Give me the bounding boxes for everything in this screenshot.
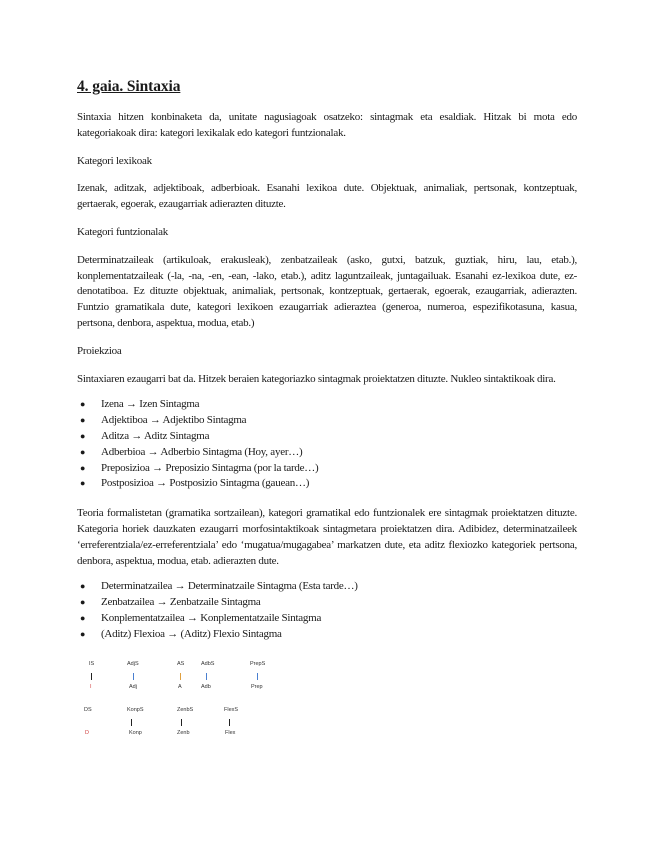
tree-node-adjs: AdjS: [127, 661, 139, 667]
page-title: 4. gaia. Sintaxia: [77, 78, 181, 95]
tree-node-flexs: FlexS: [224, 707, 239, 713]
tree-node-a: A: [178, 684, 182, 690]
intro-paragraph: Sintaxia hitzen konbinaketa da, unitate nagusiagoak osatzeko: sintagmak eta esaldiak. Hitzak bi mota edo kategoriakoak dira: kategori lexikalak edo kategori funtzionalak.: [77, 111, 577, 139]
list-item: ● Zenbatzailea → Zenbatzaile Sintagma: [77, 595, 577, 611]
tree-node-konps: KonpS: [127, 707, 144, 713]
list-item: ● Postposizioa → Postposizio Sintagma (gauean…): [77, 476, 577, 492]
list-item: ● Izena → Izen Sintagma: [77, 397, 577, 413]
tree-node-preps: PrepS: [250, 661, 266, 667]
tree-node-zenb: Zenb: [177, 730, 190, 736]
list-item: ● Adberbioa → Adberbio Sintagma (Hoy, ayer…): [77, 445, 577, 461]
tree-node-i: I: [90, 684, 92, 690]
tree-node-prep: Prep: [251, 684, 263, 690]
projection-paragraph: Sintaxiaren ezaugarri bat da. Hitzek beraien kategoriazko sintagmak proiektatzen dituzte. Nukleo sintaktikoak dira.: [77, 372, 556, 385]
list-item: ● Aditza → Aditz Sintagma: [77, 429, 577, 445]
list-item: ● Preposizioa → Preposizio Sintagma (por la tarde…): [77, 461, 577, 477]
tree-node-flex: Flex: [225, 730, 236, 736]
tree-node-adb: Adb: [201, 684, 211, 690]
tree-branch: [229, 719, 230, 726]
projection-heading: Proiekzioa: [77, 344, 122, 357]
functional-paragraph: Determinatzaileak (artikuloak, erakusleak), zenbatzaileak (asko, gutxi, batzuk, guztiak, hiru, lau, etab.), konplementatzaileak (-la, -na, -en, -ean, -lako, etab.), aditz laguntzaileak, juntagailuak. Esanahi ez-lexikoa dute, ez-denotatiboa. Ez dituzte objektuak, animaliak, pertsonak, kontzeptuak, gertaerak, egoerak, ezaugarriak, adierazten. Funtzio gramatikala dute, kategori lexikoen ezaugarriak adieraztea (generoa, numeroa, espezifikotasuna, kasua, pertsona, denbora, aspektua, modua, etab.): [77, 253, 577, 329]
tree-branch: [131, 719, 132, 726]
tree-node-d: D: [85, 730, 89, 736]
tree-node-ds: DS: [84, 707, 92, 713]
tree-node-zenbs: ZenbS: [177, 707, 194, 713]
tree-branch: [181, 719, 182, 726]
theory-paragraph: Teoria formalistetan (gramatika sortzailean), kategori gramatikal edo funtzionalek ere sintagmak proiektatzen dituzte. Kategoria horiek dauzkaten ezaugarri morfosintaktikoak sintagmetara proiektatzen dira. Adibidez, determinatzaileek ‘erreferentziala/ez-erreferentziala’ edo ‘mugatua/mugagabea’ markatzen dute, eta aditz flexiozko kategoriek pertsona, denbora, aspektua, modua, etab. adierazten dute.: [77, 507, 577, 567]
list-item: ● Determinatzailea → Determinatzaile Sintagma (Esta tarde…): [77, 579, 577, 595]
lexical-heading: Kategori lexikoak: [77, 154, 152, 167]
tree-node-adbs: AdbS: [201, 661, 215, 667]
tree-node-as: AS: [177, 661, 185, 667]
list-item: ● (Aditz) Flexioa → (Aditz) Flexio Sintagma: [77, 627, 577, 643]
tree-node-is: IS: [89, 661, 95, 667]
tree-node-adj: Adj: [129, 684, 137, 690]
list-item: ● Konplementatzailea → Konplementatzaile Sintagma: [77, 611, 577, 627]
lexical-paragraph: Izenak, aditzak, adjektiboak, adberbioak. Esanahi lexikoa dute. Objektuak, animaliak, pertsonak, kontzeptuak, gertaerak, egoerak, ezaugarriak adierazten dituzte.: [77, 182, 577, 211]
list-item: ● Adjektiboa → Adjektibo Sintagma: [77, 413, 577, 429]
tree-node-konp: Konp: [129, 730, 142, 736]
functional-heading: Kategori funtzionalak: [77, 225, 168, 238]
